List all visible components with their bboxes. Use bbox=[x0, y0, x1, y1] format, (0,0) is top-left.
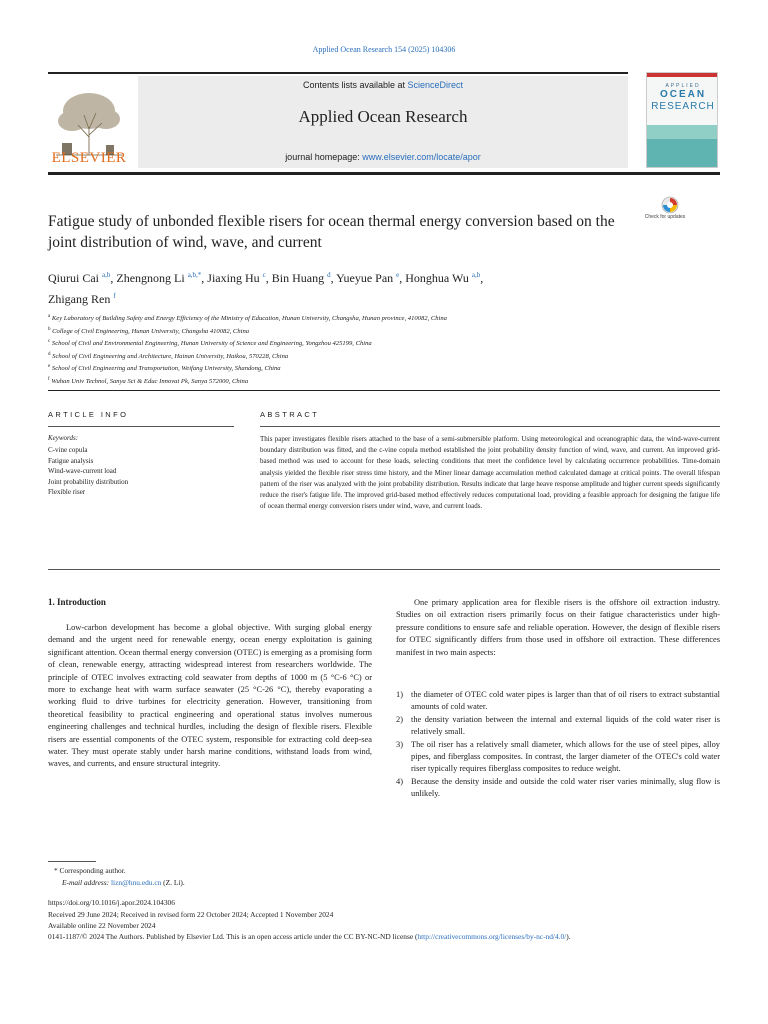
list-number: 2) bbox=[396, 714, 403, 724]
affiliation-text: School of Civil and Environmental Engineering, Hunan University of Science and Engineering, Yongzhou 425199, China bbox=[51, 340, 372, 348]
list-text: Because the density inside and outside the cold water riser varies minimally, slug flow is unlikely. bbox=[411, 776, 720, 799]
author-separator: , bbox=[330, 271, 337, 285]
elsevier-wordmark: ELSEVIER bbox=[51, 150, 127, 166]
affiliation bbox=[48, 350, 668, 363]
keyword: Flexible riser bbox=[48, 488, 86, 496]
author[interactable] bbox=[336, 271, 399, 285]
cover-top-stripe bbox=[647, 73, 718, 77]
cover-word-ocean: OCEAN bbox=[659, 89, 707, 100]
affiliation bbox=[48, 337, 668, 350]
affiliation-sup: e bbox=[48, 364, 51, 370]
differences-list bbox=[396, 689, 720, 801]
author-separator: , bbox=[480, 271, 484, 285]
keyword: Fatigue analysis bbox=[48, 456, 94, 465]
abstract-text: This paper investigates flexible risers attached to the base of a semi-submersible platform. Using meteorological and oceanographic data, the wind-wave-current boundary distribution was fitted, and the c-vine copula method established the joint probability density function of wind, wave, and current. An improved grid-based method was used to account for these loads, selecting conditions that meet the confidence level by calculating occurrence probabilities. Time-domain analysis yielded the flexible riser stress time history, and the Miner linear damage accumulation method calculated damage at critical points. The overall lifespan pattern of the riser was analyzed with the joint probability distribution. Results indicate that large heave response amplitude and higher current speeds significantly reduce the riser's fatigue life. The improved grid-based method effectively reduces computational load, providing a feasible approach for designing the fatigue life of ocean thermal energy conversion risers under wind, wave, and current loads. bbox=[260, 435, 720, 511]
journal-homepage-link[interactable]: www.elsevier.com/locate/apor bbox=[362, 152, 481, 162]
author-affil-sup[interactable]: d bbox=[327, 271, 331, 279]
keyword: C-vine copula bbox=[48, 446, 88, 454]
contents-prefix: Contents lists available at bbox=[302, 80, 408, 90]
journal-homepage-line bbox=[138, 152, 628, 162]
list-item bbox=[396, 689, 720, 714]
article-title: Fatigue study of unbonded flexible risers for ocean thermal energy conversion based on the joint distribution of wind, wave, and current bbox=[48, 213, 615, 251]
author-separator: , bbox=[265, 271, 272, 285]
license-statement bbox=[48, 932, 720, 943]
contents-available-line bbox=[138, 80, 628, 90]
corresponding-author-note: * Corresponding author. bbox=[54, 866, 126, 875]
author-name: Jiaxing Hu bbox=[207, 271, 260, 285]
section-title-introduction: 1. Introduction bbox=[48, 597, 106, 607]
cover-wave-band bbox=[647, 125, 718, 139]
email-link[interactable]: lizn@hnu.edu.cn bbox=[111, 878, 162, 887]
keyword: Joint probability distribution bbox=[48, 477, 129, 486]
section-divider bbox=[48, 390, 720, 391]
abstract-end-rule bbox=[48, 569, 720, 570]
list-text: the density variation between the internal and external liquids of the cold water riser is relatively small. bbox=[411, 714, 720, 737]
affiliation-sup: d bbox=[48, 351, 51, 357]
affiliation-sup: a bbox=[48, 314, 51, 319]
author-separator: , bbox=[201, 271, 208, 285]
affiliation bbox=[48, 325, 668, 338]
received-dates: Received 29 June 2024; Received in revised form 22 October 2024; Accepted 1 November 2024 bbox=[48, 910, 334, 919]
email-label: E-mail address: bbox=[62, 878, 111, 887]
affiliation-text: School of Civil Engineering and Architecture, Hainan University, Haikou, 570228, China bbox=[52, 352, 289, 360]
email-line bbox=[62, 878, 734, 889]
affiliation-text: Wuhan Univ Technol, Sanya Sci & Educ Innovat Pk, Sanya 572000, China bbox=[51, 378, 249, 386]
sciencedirect-link[interactable]: ScienceDirect bbox=[407, 80, 464, 90]
author[interactable] bbox=[48, 271, 110, 285]
license-prefix: 0141-1187/© 2024 The Authors. Published by Elsevier Ltd. This is an open access article under the CC BY-NC-ND license ( bbox=[48, 932, 418, 941]
author-name: Yueyue Pan bbox=[336, 271, 394, 285]
author-name: Honghua Wu bbox=[405, 271, 469, 285]
affiliation bbox=[48, 312, 668, 325]
affiliation-sup: f bbox=[48, 376, 50, 382]
author-separator: , bbox=[110, 271, 117, 285]
email-suffix: (Z. Li). bbox=[161, 878, 185, 887]
journal-cover-thumbnail[interactable] bbox=[646, 72, 718, 168]
author-name: Zhengnong Li bbox=[116, 271, 185, 285]
check-for-updates-icon[interactable] bbox=[650, 196, 690, 228]
author-affil-sup[interactable]: c bbox=[262, 271, 266, 279]
intro-paragraph-left: Low-carbon development has become a global objective. With surging global energy demand and the urgent need for renewable energy, ocean energy exploitation is gaining significant attention. Ocean thermal energy conversion (OTEC) is emerging as a promising form of clean, renewable energy, attracting widespread interest from researchers worldwide. The principle of OTEC involves extracting cold seawater from depths of 1000 m (5 °C-6 °C) or more to exchange heat with warm surface seawater (25 °C-26 °C), thereby evaporating a working fluid to drive turbines for electricity generation. However, transitioning from theoretical feasibility to practical engineering and operational status involves numerous engineering challenges and technical hurdles, including the design of flexible risers. Flexible risers are essential components of the OTEC system, responsible for extracting cold deep-sea water. They must operate stably under harsh marine conditions, withstand loads from wind, waves, and currents, and ensure structural integrity. bbox=[48, 623, 372, 769]
author-affil-sup[interactable]: a,b bbox=[102, 271, 111, 279]
affiliation bbox=[48, 375, 668, 388]
author-name: Qiurui Cai bbox=[48, 271, 99, 285]
affiliation-text: College of Civil Engineering, Hunan University, Changsha 410082, China bbox=[52, 327, 250, 335]
list-number: 3) bbox=[396, 739, 403, 749]
keyword-list bbox=[48, 445, 128, 498]
article-info-rule bbox=[48, 426, 234, 427]
cover-sea-band bbox=[647, 139, 718, 168]
author[interactable] bbox=[116, 271, 201, 285]
list-number: 4) bbox=[396, 776, 403, 786]
cover-word-applied: APPLIED bbox=[665, 83, 701, 89]
keywords-label: Keywords: bbox=[48, 434, 79, 442]
cover-word-research: RESEARCH bbox=[651, 101, 715, 112]
affiliation-sup: c bbox=[48, 339, 51, 345]
affiliation-sup: b bbox=[48, 326, 51, 332]
header-top-rule bbox=[48, 72, 628, 74]
license-link[interactable]: http://creativecommons.org/licenses/by-nc-nd/4.0/ bbox=[417, 932, 567, 941]
affiliation-text: School of Civil Engineering and Transportation, Weifang University, Shandong, China bbox=[51, 365, 281, 373]
doi-link[interactable]: https://doi.org/10.1016/j.apor.2024.104306 bbox=[48, 898, 175, 907]
author[interactable] bbox=[272, 271, 331, 285]
author-affil-sup[interactable]: a,b,* bbox=[187, 271, 202, 279]
author-affil-sup[interactable]: f bbox=[113, 292, 116, 300]
list-item bbox=[396, 776, 720, 801]
author-separator: , bbox=[399, 271, 406, 285]
footnote-rule bbox=[48, 861, 96, 862]
journal-citation[interactable]: Applied Ocean Research 154 (2025) 104306 bbox=[312, 45, 456, 54]
license-suffix: ). bbox=[566, 932, 571, 941]
list-number: 1) bbox=[396, 690, 403, 699]
keyword: Wind-wave-current load bbox=[48, 467, 117, 475]
author[interactable] bbox=[405, 271, 480, 285]
list-item bbox=[396, 714, 720, 739]
header-bottom-rule bbox=[48, 172, 720, 175]
abstract-rule bbox=[260, 426, 720, 427]
author-affil-sup[interactable]: a,b bbox=[471, 271, 481, 279]
journal-name: Applied Ocean Research bbox=[298, 107, 468, 126]
available-online-date: Available online 22 November 2024 bbox=[48, 921, 156, 930]
article-info-heading: ARTICLE INFO bbox=[48, 410, 129, 419]
homepage-prefix: journal homepage: bbox=[285, 152, 363, 162]
affiliation-text: Key Laboratory of Building Safety and Energy Efficiency of the Ministry of Education, Hunan University, Changsha, Hunan province, 410082, China bbox=[51, 315, 447, 323]
affiliation bbox=[48, 362, 668, 375]
author[interactable] bbox=[48, 292, 116, 306]
abstract-heading: ABSTRACT bbox=[260, 410, 320, 419]
affiliation-list bbox=[48, 312, 668, 388]
author-name: Bin Huang bbox=[271, 271, 325, 285]
check-for-updates-label: Check for updates bbox=[644, 214, 686, 220]
author-name: Zhigang Ren bbox=[48, 292, 111, 306]
list-text: The oil riser has a relatively small diameter, which allows for the use of steel pipes, alloy pipes, and fiberglass composites. In contrast, the larger diameter of the OTEC's cold water riser typically requires fiberglass composites to reduce weight. bbox=[411, 739, 720, 774]
intro-paragraph-right: One primary application area for flexible risers is the offshore oil extraction industry. Studies on oil extraction risers primarily focus on their fatigue characteristics under high-pressure conditions to ensure safe and reliable operation. However, the design of flexible risers for OTEC significantly differs from those used in offshore oil extraction. These differences manifest in two main aspects: bbox=[396, 598, 720, 657]
list-item bbox=[396, 739, 720, 776]
author[interactable] bbox=[207, 271, 265, 285]
author-list bbox=[48, 266, 668, 308]
author-affil-sup[interactable]: e bbox=[396, 271, 400, 279]
list-text: the diameter of OTEC cold water pipes is larger than that of oil risers to extract substantial amounts of cold water. bbox=[411, 690, 720, 712]
